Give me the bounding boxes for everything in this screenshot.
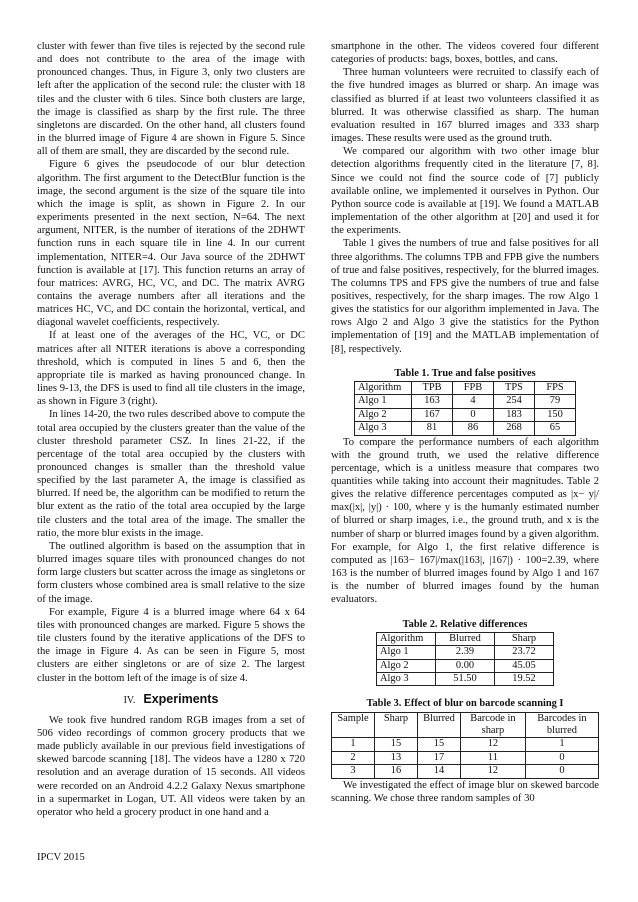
table-cell: 81	[412, 422, 453, 435]
table-cell: 183	[494, 408, 535, 421]
table-cell: 12	[461, 765, 526, 778]
table-cell: 0	[525, 765, 598, 778]
table-cell: 16	[375, 765, 418, 778]
table-row	[377, 659, 554, 672]
table-cell: 79	[535, 395, 576, 408]
table-cell: 0	[453, 408, 494, 421]
table-header: FPS	[535, 381, 576, 394]
table-row	[355, 395, 576, 408]
section-heading	[37, 693, 305, 707]
table-header: Barcodes in blurred	[525, 712, 598, 738]
table-header: Blurred	[418, 712, 461, 738]
table-cell: 15	[375, 738, 418, 751]
paragraph: We compared our algorithm with two other image blur detection algorithms frequently cited in the literature [7, 8]. Since we could not find the source code of [7] publicly available online, we implemented it ourselves in Python. Our Python source code is available at [19]. We found a MATLAB implementation of the other algorithm at [20] and used it for the experiments.	[331, 146, 599, 237]
table-cell: 65	[535, 422, 576, 435]
table-cell: 4	[453, 395, 494, 408]
table-header: TPB	[412, 381, 453, 394]
table-header-row	[355, 381, 576, 394]
table-header: Algorithm	[377, 632, 436, 645]
table-cell: 51.50	[436, 672, 495, 685]
table-cell: 15	[418, 738, 461, 751]
table-cell: 14	[418, 765, 461, 778]
table-cell: 0.00	[436, 659, 495, 672]
table-header: Sharp	[375, 712, 418, 738]
table-cell: 45.05	[495, 659, 554, 672]
table-cell: 23.72	[495, 646, 554, 659]
table-row	[332, 765, 599, 778]
table-cell: 0	[525, 751, 598, 764]
table-header: Algorithm	[355, 381, 412, 394]
table2	[376, 632, 554, 687]
right-column	[331, 40, 599, 805]
table-header: Blurred	[436, 632, 495, 645]
table-cell: Algo 3	[377, 672, 436, 685]
table3-caption: Table 3. Effect of blur on barcode scanning I	[366, 698, 564, 710]
table-cell: 163	[412, 395, 453, 408]
paragraph: In lines 14-20, the two rules described above to compute the total area occupied by the clusters greater than the value of the cluster threshold parameter CSZ. In lines 21-22, if the percentage of the total area occupied by the clusters with pronounced changes is smaller than the threshold value specified by the last parameter A, the image is classified as blurred. If need be, the algorithm can be modified to return the blur extent as the ratio of the total area occupied by the large tile clusters and the total area of the image. The smaller the ratio, the more blur exists in the image.	[37, 409, 305, 539]
paragraph: For example, Figure 4 is a blurred image where 64 x 64 tiles with pronounced changes are marked. Figure 5 shows the tile clusters found by the iterative applications of the DFS to the image in Figure 4. As can be seen in Figure 5, most clusters are either singletons or are of size 2. The largest cluster in the bottom left of the image is of size 4.	[37, 606, 305, 684]
table3	[331, 712, 599, 779]
table-row	[377, 646, 554, 659]
table-cell: 17	[418, 751, 461, 764]
table-cell: 254	[494, 395, 535, 408]
table-cell: 150	[535, 408, 576, 421]
section-number: IV.	[123, 694, 136, 706]
table-cell: 1	[332, 738, 375, 751]
table-row	[355, 422, 576, 435]
table-cell: 86	[453, 422, 494, 435]
section-title: Experiments	[143, 691, 219, 706]
table-row	[332, 751, 599, 764]
table-header: Barcode in sharp	[461, 712, 526, 738]
table-header: FPB	[453, 381, 494, 394]
table-cell: Algo 2	[355, 408, 412, 421]
table-header: TPS	[494, 381, 535, 394]
table-cell: 13	[375, 751, 418, 764]
table-cell: Algo 2	[377, 659, 436, 672]
table-header: Sample	[332, 712, 375, 738]
table-header-row	[377, 632, 554, 645]
paragraph: The outlined algorithm is based on the assumption that in blurred images square tiles with pronounced changes do not form large clusters but scatter across the image as singletons or form clusters whose combined area is small relative to the size of the image.	[37, 540, 305, 605]
page-footer: IPCV 2015	[37, 852, 85, 863]
table-cell: 11	[461, 751, 526, 764]
table-header: Sharp	[495, 632, 554, 645]
left-column	[37, 40, 305, 819]
paragraph: We investigated the effect of image blur on skewed barcode scanning. We chose three random samples of 30	[331, 779, 599, 804]
paragraph: If at least one of the averages of the HC, VC, or DC matrices after all NITER iterations is above a corresponding threshold, which is computed in lines 5 and 6, then the appropriate tile is marked as having pronounced change. In lines 9-13, the DFS is used to find all tile clusters in the image, as shown in Figure 3 (right).	[37, 330, 305, 408]
paragraph: We took five hundred random RGB images from a set of 506 video recordings of common grocery products that we made publicly available in our previous field investigations of skewed barcode scanning [18]. The videos have a 1280 x 720 resolution and an average duration of 15 seconds. All videos were recorded on an Android 4.2.2 Galaxy Nexus smartphone in a supermarket in Logan, UT. All videos were taken by an operator who held a grocery product in one hand and a	[37, 714, 305, 818]
table1-caption: Table 1. True and false positives	[394, 367, 536, 379]
table-row	[332, 738, 599, 751]
paragraph: cluster with fewer than five tiles is rejected by the second rule and does not contribute to the area of the image with pronounced changes. Thus, in Figure 3, only two clusters are left after the application of the second rule: the cluster with 18 tiles and the cluster with 6 tiles. Since both clusters are large, the image is classified as sharp by the first rule. The three singletons are discarded. On the other hand, all clusters found in the blurred image of Figure 4 are shown in Figure 5. Since all of them are small, they are discarded by the second rule.	[37, 41, 305, 158]
table2-caption: Table 2. Relative differences	[402, 618, 528, 630]
table-cell: 268	[494, 422, 535, 435]
table-row	[377, 672, 554, 685]
table-cell: 2	[332, 751, 375, 764]
table-cell: Algo 1	[355, 395, 412, 408]
table-cell: 2.39	[436, 646, 495, 659]
paragraph: smartphone in the other. The videos covered four different categories of products: bags, boxes, bottles, and cans.	[331, 41, 599, 66]
table-cell: 19.52	[495, 672, 554, 685]
table-cell: Algo 1	[377, 646, 436, 659]
paragraph: To compare the performance numbers of each algorithm with the ground truth, we used the relative difference percentage, which is a unitless measure that compares two quantities while taking into account their magnitudes. Table 2 gives the relative difference percentages computed as |x− y|/ max(|x|, |y|) · 100, where y is the humanly estimated number of blurred or sharp images, i.e., the ground truth, and x is the number of sharp or blurred images found by a given algorithm. For example, for Algo 1, the first relative difference is computed as |163− 167|/max(|163|, |167|) · 100=2.39, where 163 is the number of blurred images found by Algo 1 and 167 is the number of blurred images found by the human evaluators.	[331, 436, 599, 606]
table1	[354, 381, 576, 436]
table-cell: 12	[461, 738, 526, 751]
paragraph: Figure 6 gives the pseudocode of our blur detection algorithm. The first argument to the DetectBlur function is the image, the second argument is the size of the square tile into which the image is split, as shown in Figure 2. In our experiments presented in the next section, N=64. The next argument, NITER, is the number of iterations of the 2DHWT function runs in each square tile in line 4. In our current implementation, NITER=4. Our Java source of the 2DHWT function is available at [17]. This function returns an array of four matrices: AVRG, HC, VC, and DC. The matrix AVRG contains the average numbers after all iterations and the matrices HC, VC, and DC contain the horizontal, vertical, and diagonal wavelet coefficients, respectively.	[37, 159, 305, 329]
table-header-row	[332, 712, 599, 738]
table-cell: 167	[412, 408, 453, 421]
table-cell: Algo 3	[355, 422, 412, 435]
table-cell: 3	[332, 765, 375, 778]
table-row	[355, 408, 576, 421]
paragraph: Three human volunteers were recruited to classify each of the five hundred images as blurred or sharp. An image was classified as blurred if at least two volunteers classified it as blurred. It was otherwise classified as sharp. The human evaluation resulted in 167 blurred images and 333 sharp images. These results were used as the ground truth.	[331, 67, 599, 145]
table-cell: 1	[525, 738, 598, 751]
paragraph: Table 1 gives the numbers of true and false positives for all three algorithms. The columns TPB and FPB give the numbers of true and false positives, respectively, for the blurred images. The columns TPS and FPS give the numbers of true and false positives, respectively, for the sharp images. The row Algo 1 gives the statistics for our algorithm implemented in Java. The rows Algo 2 and Algo 3 give the statistics for the Python implementation of [19] and the MATLAB implementation of [8], respectively.	[331, 238, 599, 355]
